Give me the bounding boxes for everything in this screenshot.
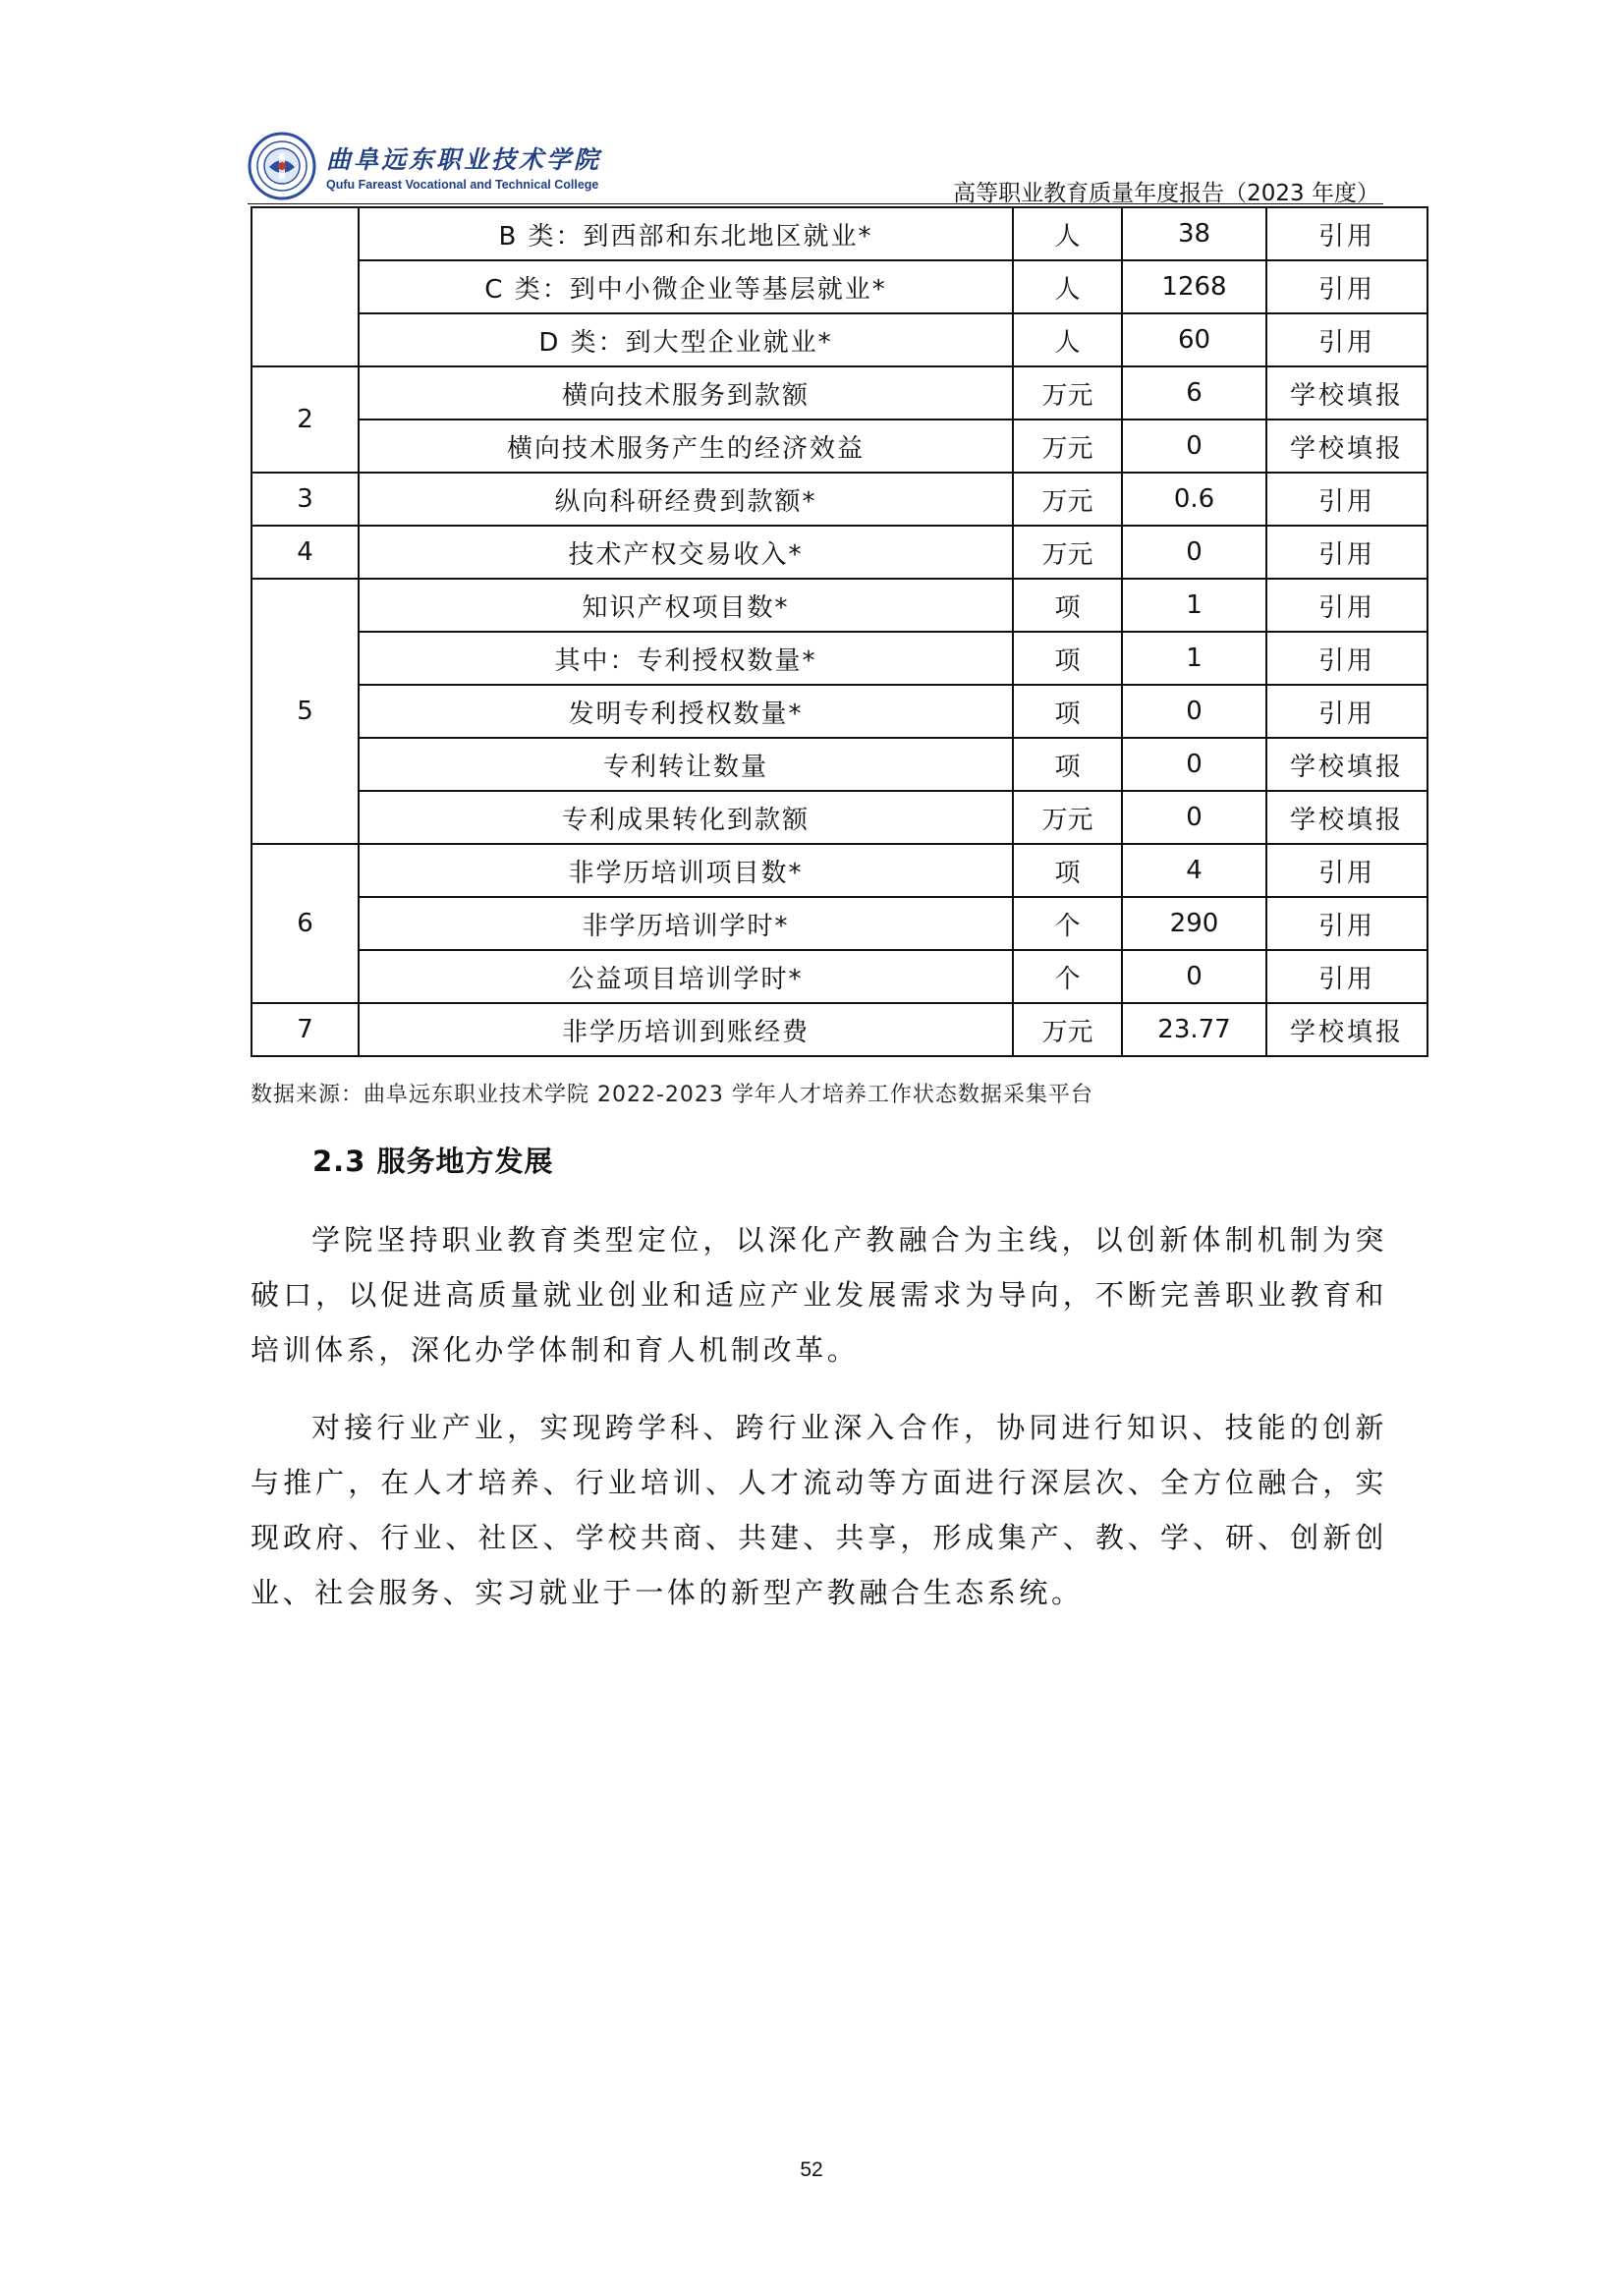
unit-cell: 万元 <box>1013 420 1122 473</box>
source-cell: 引用 <box>1266 844 1427 897</box>
row-number-cell: 6 <box>252 844 359 1003</box>
data-source-note: 数据来源：曲阜远东职业技术学院 2022-2023 学年人才培养工作状态数据采集平台 <box>251 1083 1093 1107</box>
unit-cell: 个 <box>1013 897 1122 950</box>
source-cell: 学校填报 <box>1266 738 1427 791</box>
source-cell: 引用 <box>1266 473 1427 526</box>
unit-cell: 万元 <box>1013 473 1122 526</box>
source-cell: 引用 <box>1266 685 1427 738</box>
body-paragraph: 对接行业产业，实现跨学科、跨行业深入合作，协同进行知识、技能的创新与推广，在人才培养、行业培训、人才流动等方面进行深层次、全方位融合，实现政府、行业、社区、学校共商、共建、共享，形成集产、教、学、研、创新创业、社会服务、实习就业于一体的新型产教融合生态系统。 <box>251 1411 1387 1609</box>
row-number-cell: 3 <box>252 473 359 526</box>
table-row <box>252 1003 1427 1056</box>
table-row <box>252 738 1427 791</box>
row-number-cell: 5 <box>252 579 359 844</box>
unit-cell: 项 <box>1013 632 1122 685</box>
value-cell: 23.77 <box>1122 1003 1266 1056</box>
table-row <box>252 366 1427 420</box>
unit-cell: 万元 <box>1013 526 1122 579</box>
indicator-cell: 专利成果转化到款额 <box>359 791 1013 844</box>
indicator-cell: C 类：到中小微企业等基层就业* <box>359 260 1013 313</box>
source-cell: 引用 <box>1266 950 1427 1003</box>
value-cell: 1268 <box>1122 260 1266 313</box>
table-row <box>252 685 1427 738</box>
indicator-cell: 公益项目培训学时* <box>359 950 1013 1003</box>
unit-cell: 人 <box>1013 260 1122 313</box>
unit-cell: 项 <box>1013 579 1122 632</box>
unit-cell: 人 <box>1013 313 1122 366</box>
indicator-cell: 横向技术服务到款额 <box>359 366 1013 420</box>
value-cell: 290 <box>1122 897 1266 950</box>
table-row <box>252 844 1427 897</box>
unit-cell: 万元 <box>1013 366 1122 420</box>
unit-cell: 项 <box>1013 844 1122 897</box>
row-number-cell: 7 <box>252 1003 359 1056</box>
indicator-cell: 横向技术服务产生的经济效益 <box>359 420 1013 473</box>
table-row <box>252 473 1427 526</box>
indicator-cell: B 类：到西部和东北地区就业* <box>359 207 1013 260</box>
source-cell: 引用 <box>1266 632 1427 685</box>
source-cell: 学校填报 <box>1266 791 1427 844</box>
table-row <box>252 526 1427 579</box>
table-row <box>252 950 1427 1003</box>
table-row <box>252 420 1427 473</box>
value-cell: 6 <box>1122 366 1266 420</box>
indicator-cell: 非学历培训项目数* <box>359 844 1013 897</box>
indicator-cell: 知识产权项目数* <box>359 579 1013 632</box>
unit-cell: 人 <box>1013 207 1122 260</box>
value-cell: 0.6 <box>1122 473 1266 526</box>
indicator-cell: 技术产权交易收入* <box>359 526 1013 579</box>
indicator-cell: 其中：专利授权数量* <box>359 632 1013 685</box>
report-title: 高等职业教育质量年度报告（2023 年度） <box>953 181 1379 206</box>
college-name-cn: 曲阜远东职业技术学院 <box>326 145 602 174</box>
value-cell: 60 <box>1122 313 1266 366</box>
source-cell: 学校填报 <box>1266 420 1427 473</box>
indicator-cell: 非学历培训学时* <box>359 897 1013 950</box>
unit-cell: 项 <box>1013 685 1122 738</box>
value-cell: 1 <box>1122 632 1266 685</box>
value-cell: 0 <box>1122 526 1266 579</box>
college-seal-logo <box>248 132 316 200</box>
indicator-cell: 非学历培训到账经费 <box>359 1003 1013 1056</box>
unit-cell: 万元 <box>1013 1003 1122 1056</box>
row-number-cell: 2 <box>252 366 359 473</box>
source-cell: 学校填报 <box>1266 366 1427 420</box>
indicator-cell: 纵向科研经费到款额* <box>359 473 1013 526</box>
indicator-cell: 发明专利授权数量* <box>359 685 1013 738</box>
college-name-en: Qufu Fareast Vocational and Technical College <box>326 178 599 192</box>
table-row <box>252 579 1427 632</box>
value-cell: 0 <box>1122 950 1266 1003</box>
value-cell: 4 <box>1122 844 1266 897</box>
value-cell: 0 <box>1122 791 1266 844</box>
indicator-table <box>251 206 1428 1057</box>
row-number-cell: 4 <box>252 526 359 579</box>
value-cell: 0 <box>1122 738 1266 791</box>
body-paragraph: 学院坚持职业教育类型定位，以深化产教融合为主线，以创新体制机制为突破口，以促进高质量就业创业和适应产业发展需求为导向，不断完善职业教育和培训体系，深化办学体制和育人机制改革。 <box>251 1223 1387 1367</box>
page-number: 52 <box>800 2158 823 2181</box>
value-cell: 0 <box>1122 685 1266 738</box>
row-number-cell <box>252 207 359 366</box>
indicator-cell: D 类：到大型企业就业* <box>359 313 1013 366</box>
table-row <box>252 632 1427 685</box>
table-row <box>252 260 1427 313</box>
source-cell: 引用 <box>1266 897 1427 950</box>
unit-cell: 万元 <box>1013 791 1122 844</box>
table-row <box>252 313 1427 366</box>
unit-cell: 个 <box>1013 950 1122 1003</box>
header-divider <box>248 203 1383 204</box>
value-cell: 38 <box>1122 207 1266 260</box>
table-row <box>252 897 1427 950</box>
source-cell: 引用 <box>1266 260 1427 313</box>
section-heading: 2.3 服务地方发展 <box>312 1145 554 1178</box>
source-cell: 引用 <box>1266 207 1427 260</box>
source-cell: 引用 <box>1266 313 1427 366</box>
table-row <box>252 207 1427 260</box>
source-cell: 引用 <box>1266 526 1427 579</box>
value-cell: 0 <box>1122 420 1266 473</box>
source-cell: 学校填报 <box>1266 1003 1427 1056</box>
value-cell: 1 <box>1122 579 1266 632</box>
unit-cell: 项 <box>1013 738 1122 791</box>
table-row <box>252 791 1427 844</box>
indicator-cell: 专利转让数量 <box>359 738 1013 791</box>
source-cell: 引用 <box>1266 579 1427 632</box>
